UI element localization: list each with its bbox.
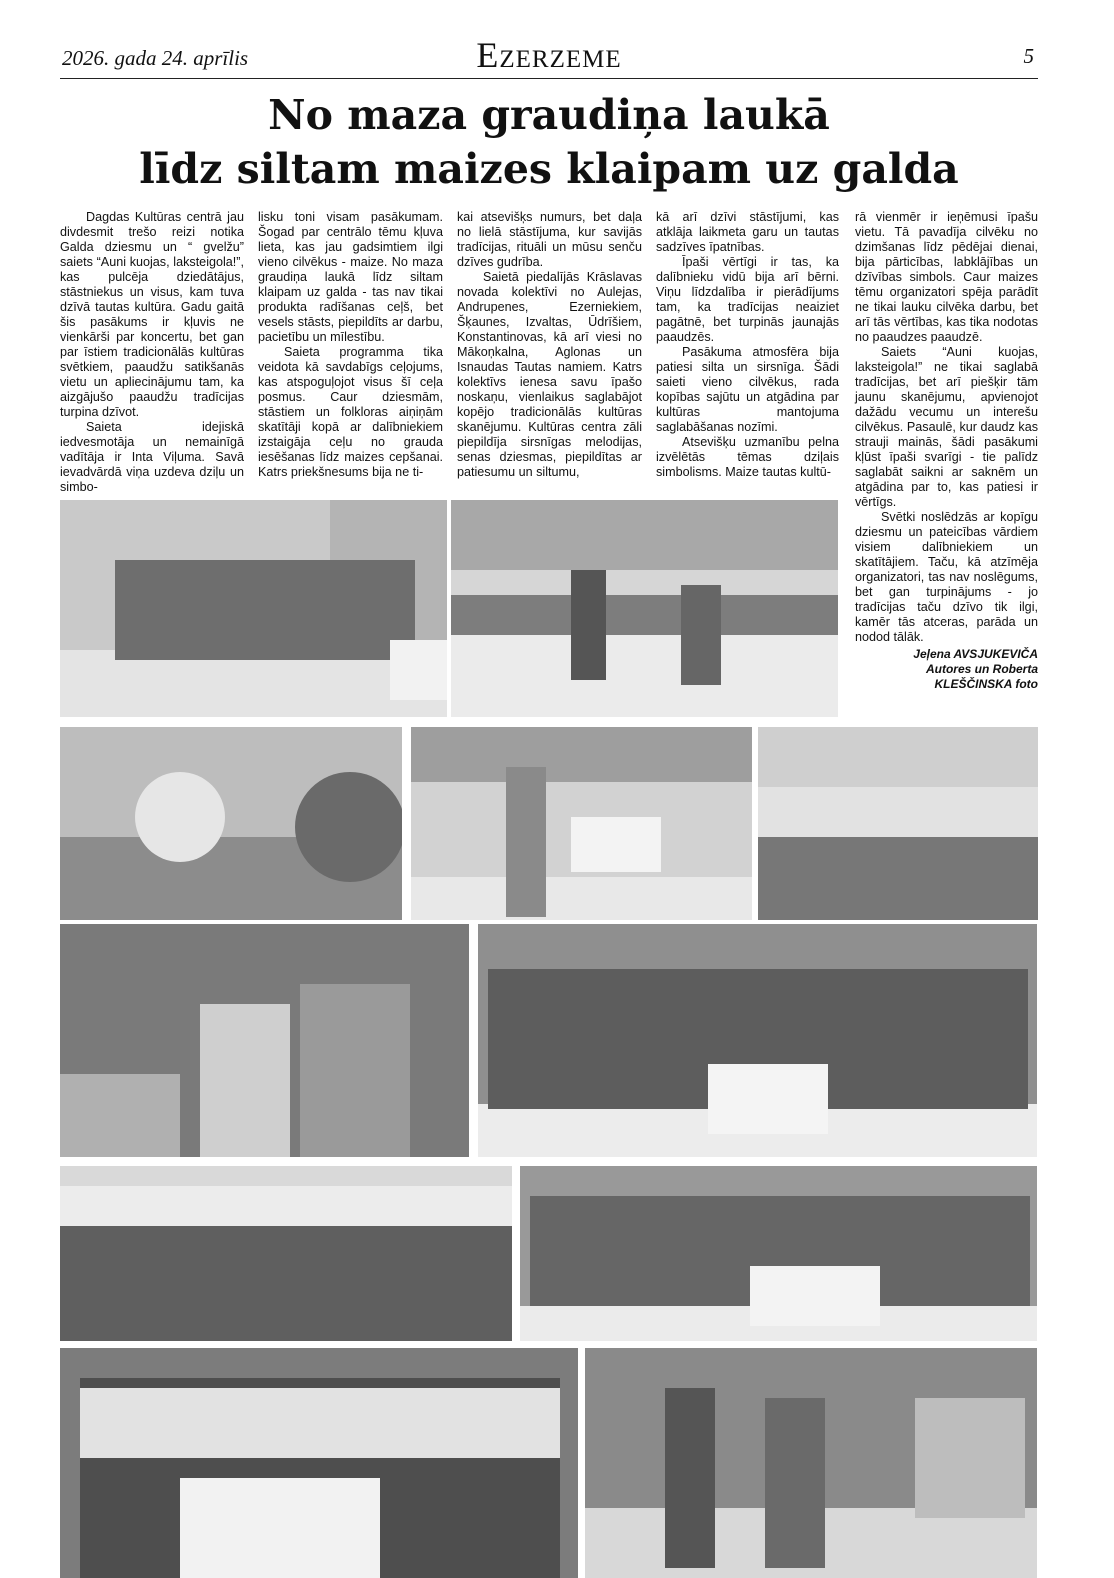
- paragraph: Saieta idejiskā iedvesmotāja un nemainīgā vadītāja ir Inta Viļuma. Savā ievadvārdā viņa uzdeva dziļu un simbo-: [60, 420, 244, 494]
- photo-folk-dance: [585, 1348, 1037, 1578]
- article-title: [60, 88, 1038, 196]
- paragraph: Saietā piedalījās Krāslavas novada kolektīvi no Aulejas, Andrupenes, Ezerniekiem, Šķaunes, Izvaltas, Ūdrīšiem, Konstantinovas, kā arī viesi no Mākoņkalna, Aglonas un Isnaudas Tautas namiem. Katrs kolektīvs ienesa savu īpašo noskaņu, vienlaikus saglabājot kopējo tradicionālās kultūras skanējumu. Kultūras centra zāli piepildīja sirsnīgas melodijas, senas dziesmas, piepildītas ar patiesumu un siltumu,: [457, 270, 642, 479]
- paragraph: rā vienmēr ir ieņēmusi īpašu vietu. Tā pavadīja cilvēku no dzimšanas līdz pēdējai dienai, bija pārticības, labklājības un dzīvības simbols. Caur maizes tēmu organizatori spēja parādīt ne tikai lauku cilvēka darbu, bet arī tās vērtības, kas tika nodotas no paaudzes paaudzē.: [855, 210, 1038, 344]
- photo-singers-row: [60, 1348, 578, 1578]
- author-name: Jeļena AVSJUKEVIČA: [913, 647, 1038, 661]
- article-column-4: [656, 210, 839, 480]
- paragraph: Dagdas Kultūras centrā jau divdesmit trešo reizi notika Galda dziesmu un “ gvelžu” saiets “Auni kuojas, laksteigola!”, kas pulcēja dziedātājus, stāstniekus un visus, kam tuva dzīvā tautas kultūra. Gadu gaitā šis pasākums ir kļuvis ne vienkārši par koncertu, bet gan par īstiem tradicionālās kultūras svētkiem, paaudžu satikšanās vietu un apliecinājumu tam, ka aizgājušo paaudžu tradīcijas turpina dzīvot.: [60, 210, 244, 419]
- photo-seated-women: [60, 1166, 512, 1341]
- newspaper-name: Ezerzeme: [476, 35, 622, 75]
- paragraph: Atsevišķu uzmanību pelna izvēlētās tēmas dziļais simbolisms. Maize tautas kultū-: [656, 435, 839, 479]
- paragraph: Īpaši vērtīgi ir tas, ka dalībnieku vidū bija arī bērni. Viņu līdzdalība ir pierādījums tam, ka tradīcijas neaiziet pagātnē, bet turpinās jaunajās paaudzēs.: [656, 255, 839, 344]
- article-column-2: [258, 210, 443, 480]
- photo-child-microphone: [411, 727, 752, 920]
- photo-greeting-handshake: [60, 924, 469, 1157]
- title-line-1: No maza graudiņa laukā: [268, 91, 830, 139]
- photo-dancers-hall: [451, 500, 838, 717]
- photo-credit: [855, 647, 1038, 692]
- paragraph: lisku toni visam pasākumam. Šogad par centrālo tēmu kļuva lieta, kas jau gadsimtiem ilgi vieno cilvēkus - maize. No maza graudiņa laukā līdz siltam klaipam uz galda - tas nav tikai produkta radīšanas ceļš, bet vesels stāsts, piepildīts ar darbu, pacietību un mīlestību.: [258, 210, 443, 344]
- page-number: 5: [1023, 44, 1034, 68]
- photo-choir-singing: [60, 500, 447, 717]
- article-column-3: [457, 210, 642, 480]
- article-column-5: [855, 210, 1038, 692]
- paragraph: Svētki noslēdzās ar kopīgu dziesmu un pateicības vārdiem visiem dalībniekiem un skatītājiem. Taču, kā atzīmēja organizatori, tas nav noslēgums, bet gan turpinājums - jo tradīcijas taču dzīvo tik ilgi, kamēr tās atceras, parāda un nodod tālāk.: [855, 510, 1038, 644]
- article-column-1: [60, 210, 244, 495]
- photo-seated-audience: [758, 727, 1038, 920]
- credit-line: KLEŠČINSKA foto: [934, 677, 1038, 691]
- issue-date: 2026. gada 24. aprīlis: [62, 46, 249, 70]
- paragraph: Pasākuma atmosfēra bija patiesi silta un sirsnīga. Šādi saieti vieno cilvēkus, rada kopības sajūtu un atgādina par kultūras mantojuma saglabāšanas nozīmi.: [656, 345, 839, 434]
- photo-group-performance: [520, 1166, 1037, 1341]
- photo-ensemble-stage: [478, 924, 1037, 1157]
- photo-women-headscarves: [60, 727, 402, 920]
- credit-line: Autores un Roberta: [925, 662, 1038, 676]
- title-line-2: līdz siltam maizes klaipam uz galda: [139, 145, 959, 193]
- masthead: [60, 35, 1038, 79]
- paragraph: kai atsevišķs numurs, bet daļa no lielā stāstījuma, kur savijās tradīcijas, rituāli un mūsu senču dzīves gudrība.: [457, 210, 642, 269]
- paragraph: kā arī dzīvi stāstījumi, kas atklāja laikmeta garu un tautas sadzīves īpatnības.: [656, 210, 839, 254]
- paragraph: Saiets “Auni kuojas, laksteigola!” ne tikai saglabā tradīcijas, bet arī piešķir tām jaunu skanējumu, apvienojot dažādu vecumu un interešu cilvēkus. Pasaulē, kur daudz kas strauji mainās, šādi pasākumi kļūst īpaši svarīgi - tie palīdz saglabāt saikni ar saknēm un atgādina par to, kas patiesi ir vērtīgs.: [855, 345, 1038, 509]
- paragraph: Saieta programma tika veidota kā savdabīgs ceļojums, kas atspoguļojot visus šī ceļa posmus. Caur dziesmām, stāstiem un folkloras aiņiņām skatītāji kopā ar dalībniekiem izstaigāja ceļu no grauda iesēšanas līdz maizes cepšanai. Katrs priekšnesums bija ne ti-: [258, 345, 443, 479]
